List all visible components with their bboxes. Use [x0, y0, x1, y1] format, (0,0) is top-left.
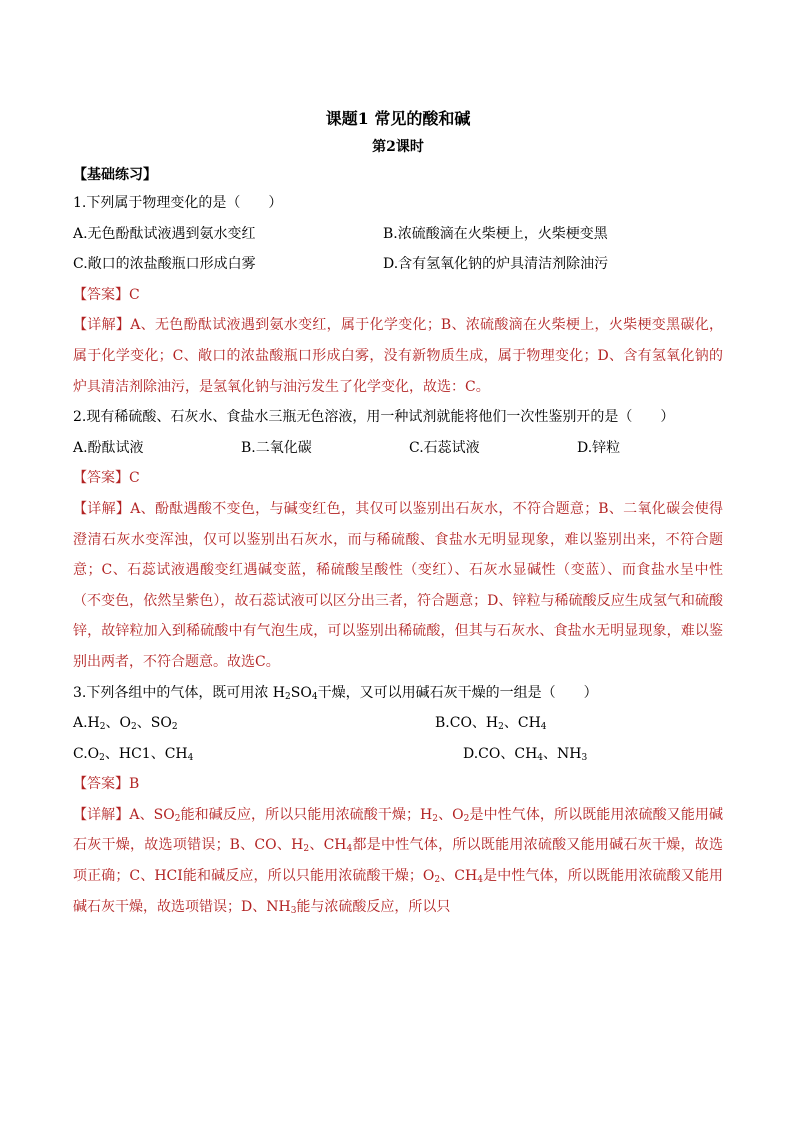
q3-detail-sub: 2 — [303, 844, 310, 855]
q3-detail-part: 能和碱反应，所以只能用浓硫酸干燥；H — [180, 806, 433, 823]
q3-detail-part: 能与浓硫酸反应，所以只 — [296, 898, 451, 915]
q3-option-b — [435, 708, 547, 739]
q3-option-a-sub: 2 — [171, 722, 178, 733]
q3-detail — [73, 800, 723, 922]
q3-stem — [73, 678, 723, 709]
q3-option-c-part: 、HC1、CH — [104, 745, 188, 762]
q3-option-a-part: 、SO — [136, 715, 172, 732]
q1-answer-value: C — [129, 286, 140, 303]
q3-detail-sub: 3 — [290, 905, 297, 916]
q2-answer-value: C — [129, 470, 140, 487]
q3-options-row2 — [73, 739, 723, 770]
q2-option-d: D.锌粒 — [577, 439, 621, 456]
q1-detail-text: A、无色酚酞试液遇到氨水变红，属于化学变化；B、浓硫酸滴在火柴梗上，火柴梗变黑碳化，属于化学变化；C、敞口的浓盐酸瓶口形成白雾，没有新物质生成，属于物理变化；D、含有氢氧化钠的炉具清洁剂除油污，是氢氧化钠与油污发生了化学变化，故选：C。 — [73, 317, 724, 395]
q1-options-row2 — [73, 249, 723, 280]
q3-answer-value: B — [129, 776, 140, 793]
q1-answer-label: 【答案】 — [73, 286, 129, 303]
q1-detail — [73, 310, 723, 402]
q3-stem-part: 干燥，又可以用碱石灰干燥的一组是（ ） — [317, 684, 598, 701]
q3-detail-sub: 2 — [434, 875, 441, 886]
q2-option-b: B.二氧化碳 — [241, 439, 312, 456]
q1-option-d: D.含有氢氧化钠的炉具清洁剂除油污 — [383, 256, 609, 273]
q3-detail-part: 、O — [437, 806, 464, 823]
q3-option-a-part: A.H — [73, 715, 100, 732]
q2-options — [73, 433, 723, 464]
q3-option-c-part: C.O — [73, 745, 100, 762]
q3-detail-part: 是中性气体，所以既能用浓硫酸又能用碱石灰干燥，故选项错误；D、NH — [73, 868, 724, 915]
q2-detail — [73, 494, 723, 678]
q1-option-b: B.浓硫酸滴在火柴梗上，火柴梗变黑 — [383, 225, 608, 242]
page-title: 课题1 常见的酸和碱 — [325, 109, 471, 128]
q3-answer — [73, 769, 723, 800]
q3-detail-sub: 2 — [174, 813, 181, 824]
q3-option-d-part: D.CO、CH — [463, 745, 538, 762]
q3-stem-sub: 2 — [285, 691, 291, 702]
q1-option-c: C.敞口的浓盐酸瓶口形成白雾 — [73, 256, 256, 273]
q1-options-row1 — [73, 219, 723, 250]
q3-option-a-sub: 2 — [131, 722, 137, 733]
q2-option-a: A.酚酞试液 — [73, 439, 144, 456]
q3-detail-part: 、CH — [440, 868, 478, 885]
q3-option-c-sub: 2 — [99, 752, 105, 763]
q2-stem: 2.现有稀硫酸、石灰水、食盐水三瓶无色溶液，用一种试剂就能将他们一次性鉴别开的是（ ） — [73, 409, 675, 426]
q2-option-c: C.石蕊试液 — [409, 439, 480, 456]
q3-detail-part: 是中性气体，所以既能用浓硫酸又能用碱石灰干燥，故选项错误；B、CO、H — [73, 806, 724, 854]
q1-detail-label: 【详解】 — [73, 317, 131, 334]
q3-option-b-part: B.CO、H — [435, 715, 499, 732]
q3-answer-label: 【答案】 — [73, 776, 129, 793]
q3-detail-sub: 4 — [346, 844, 353, 855]
q2-answer — [73, 463, 723, 494]
q3-detail-sub: 4 — [477, 875, 483, 886]
q3-option-d-sub: 4 — [537, 752, 544, 763]
document-content — [73, 106, 723, 922]
q2-detail-text: A、酚酞遇酸不变色，与碱变红色，其仅可以鉴别出石灰水，不符合题意；B、二氧化碳会使得澄清石灰水变浑浊，仅可以鉴别出石灰水，而与稀硫酸、食盐水无明显现象，难以鉴别出来，不符合题意；C、石蕊试液遇酸变红遇碱变蓝，稀硫酸呈酸性（变红）、石灰水显碱性（变蓝）、而食盐水呈中性（不变色，依然呈紫色），故石蕊试液可以区分出三者，符合题意；D、锌粒与稀硫酸反应生成氢气和硫酸锌，故锌粒加入到稀硫酸中有气泡生成，可以鉴别出稀硫酸，但其与石灰水、食盐水无明显现象，难以鉴别出两者，不符合题意。故选C。 — [73, 500, 724, 670]
q3-option-d — [463, 739, 587, 770]
q3-option-c-sub: 4 — [187, 752, 194, 763]
q3-detail-sub: 2 — [463, 813, 470, 824]
q2-detail-label: 【详解】 — [73, 500, 131, 517]
q3-stem-part: SO — [290, 684, 312, 701]
q1-answer — [73, 280, 723, 311]
q1-option-a: A.无色酚酞试液遇到氨水变红 — [73, 225, 256, 242]
q3-detail-part: 、CH — [309, 837, 347, 854]
q3-stem-part: 3.下列各组中的气体，既可用浓 H — [73, 684, 286, 701]
q3-option-a-part: 、O — [105, 715, 131, 732]
section-heading: 【基础练习】 — [73, 167, 157, 183]
q3-option-d-part: 、NH — [543, 745, 582, 762]
q3-option-d-sub: 3 — [581, 752, 588, 763]
page-subtitle: 第2课时 — [372, 139, 424, 155]
q1-stem: 1.下列属于物理变化的是（ ） — [73, 195, 283, 211]
q3-option-b-sub: 2 — [498, 722, 504, 733]
q3-detail-part: 都是中性气体，所以既能用浓硫酸又能用碱石灰干燥，故选项正确；C、HCI能和碱反应，所以只能用浓硫酸干燥；O — [73, 837, 724, 885]
q3-detail-part: A、SO — [129, 806, 175, 823]
q3-option-c — [73, 739, 463, 770]
q3-option-a-sub: 2 — [99, 722, 106, 733]
q3-option-b-sub: 4 — [540, 722, 547, 733]
q3-detail-sub: 2 — [432, 813, 438, 824]
q3-option-a — [73, 708, 435, 739]
q3-options-row1 — [73, 708, 723, 739]
q3-stem-sub: 4 — [311, 691, 318, 702]
q2-answer-label: 【答案】 — [73, 470, 129, 487]
q3-option-b-part: 、CH — [503, 715, 541, 732]
q3-detail-label: 【详解】 — [73, 806, 130, 823]
